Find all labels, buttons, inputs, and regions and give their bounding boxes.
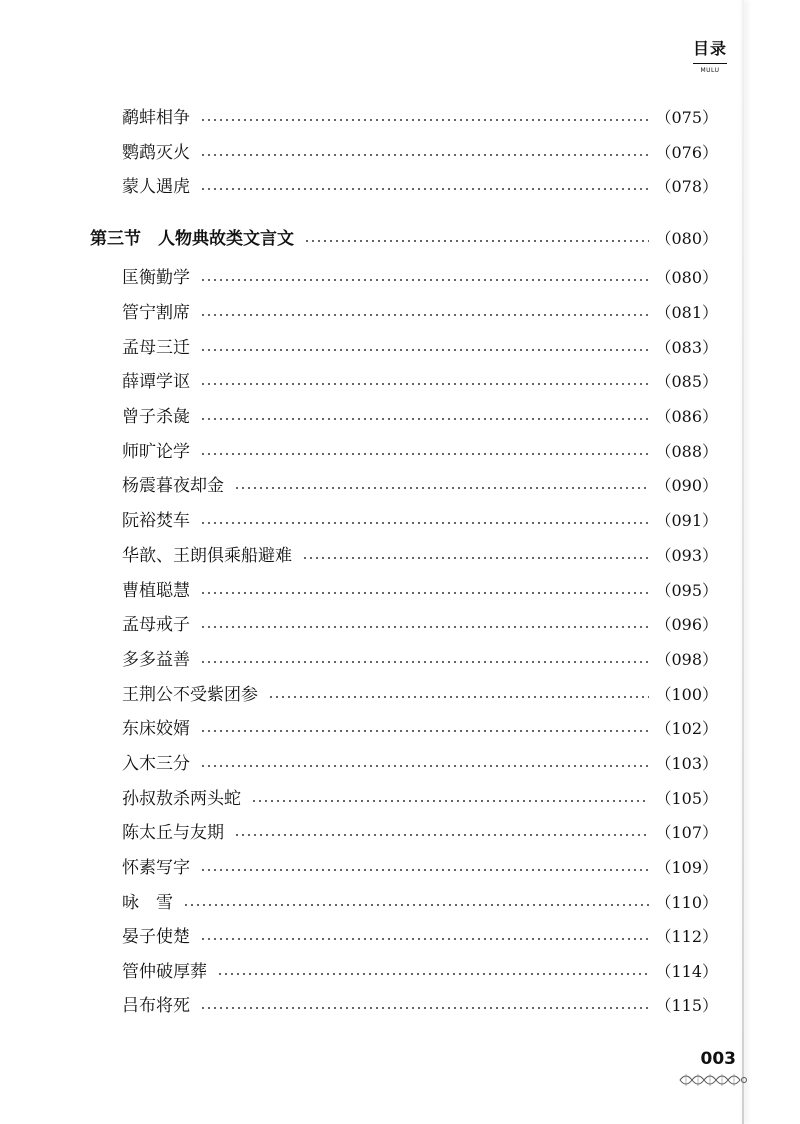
toc-entry-title: 东床姣婿 — [122, 719, 190, 739]
toc-entry-row[interactable] — [0, 298, 800, 328]
toc-page-number: （080） — [655, 268, 718, 287]
toc-entry-title: 入木三分 — [122, 754, 190, 774]
toc-section-row[interactable] — [0, 224, 800, 254]
toc-entry-row[interactable] — [0, 506, 800, 536]
toc-entry-row[interactable] — [0, 645, 800, 675]
toc-entry-title: 鹦鹉灭火 — [122, 143, 190, 163]
toc-leader-dots — [200, 626, 649, 628]
toc-page-number: （086） — [655, 407, 718, 426]
toc-page-number: （078） — [655, 177, 718, 196]
toc-entry-row[interactable] — [0, 402, 800, 432]
toc-page-number: （107） — [655, 823, 718, 842]
toc-page-number: （115） — [655, 996, 718, 1015]
toc-page-number: （102） — [655, 719, 718, 738]
page-number: 003 — [700, 1049, 736, 1069]
toc-entry-row[interactable] — [0, 333, 800, 363]
toc-entry-row[interactable] — [0, 367, 800, 397]
toc-entry-title: 咏 雪 — [122, 893, 173, 913]
toc-entry-row[interactable] — [0, 471, 800, 501]
toc-leader-dots — [200, 522, 649, 524]
toc-page-number: （105） — [655, 789, 718, 808]
toc-entry-title: 王荆公不受紫团参 — [122, 685, 258, 705]
toc-entry-title: 蒙人遇虎 — [122, 177, 190, 197]
toc-page-number: （075） — [655, 108, 718, 127]
toc-entry-row[interactable] — [0, 263, 800, 293]
toc-page-number: （100） — [655, 685, 718, 704]
toc-entry-title: 怀素写字 — [122, 858, 190, 878]
toc-entry-row[interactable] — [0, 957, 800, 987]
toc-page-number: （096） — [655, 615, 718, 634]
toc-page-number: （090） — [655, 476, 718, 495]
toc-page-number: （110） — [655, 893, 718, 912]
toc-page-number: （081） — [655, 303, 718, 322]
header-subtitle: MULU — [700, 67, 720, 74]
toc-leader-dots — [200, 453, 649, 455]
toc-page-number: （091） — [655, 511, 718, 530]
toc-entry-row[interactable] — [0, 888, 800, 918]
toc-entry-row[interactable] — [0, 714, 800, 744]
decorative-knot-icon — [678, 1070, 748, 1090]
toc-entry-row[interactable] — [0, 991, 800, 1021]
toc-leader-dots — [200, 119, 649, 121]
toc-leader-dots — [200, 1007, 649, 1009]
toc-entry-title: 曾子杀彘 — [122, 407, 190, 427]
toc-page-number: （088） — [655, 442, 718, 461]
toc-leader-dots — [304, 240, 649, 242]
toc-leader-dots — [200, 730, 649, 732]
toc-leader-dots — [234, 487, 649, 489]
toc-page-number: （095） — [655, 581, 718, 600]
toc-entry-row[interactable] — [0, 138, 800, 168]
toc-leader-dots — [200, 154, 649, 156]
toc-entry-row[interactable] — [0, 541, 800, 571]
toc-entry-title: 师旷论学 — [122, 442, 190, 462]
toc-leader-dots — [217, 973, 649, 975]
toc-entry-title: 阮裕焚车 — [122, 511, 190, 531]
toc-entry-title: 匡衡勤学 — [122, 268, 190, 288]
toc-leader-dots — [200, 383, 649, 385]
toc-leader-dots — [234, 834, 649, 836]
toc-entry-row[interactable] — [0, 103, 800, 133]
toc-entry-row[interactable] — [0, 853, 800, 883]
toc-entry-row[interactable] — [0, 818, 800, 848]
toc-leader-dots — [183, 904, 649, 906]
toc-page-number: （093） — [655, 546, 718, 565]
toc-leader-dots — [200, 314, 649, 316]
toc-leader-dots — [251, 800, 649, 802]
header-title: 目录 — [692, 39, 727, 58]
toc-entry-row[interactable] — [0, 749, 800, 779]
toc-leader-dots — [200, 661, 649, 663]
toc-leader-dots — [268, 696, 649, 698]
toc-page-number: （080） — [655, 229, 718, 248]
toc-entry-row[interactable] — [0, 680, 800, 710]
toc-page-number: （114） — [655, 962, 718, 981]
toc-page-number: （083） — [655, 338, 718, 357]
toc-section-title: 第三节 人物典故类文言文 — [90, 229, 294, 249]
toc-leader-dots — [200, 279, 649, 281]
toc-leader-dots — [200, 869, 649, 871]
toc-leader-dots — [302, 557, 649, 559]
toc-entry-row[interactable] — [0, 172, 800, 202]
toc-page-number: （085） — [655, 372, 718, 391]
toc-page-number: （076） — [655, 143, 718, 162]
toc-entry-title: 吕布将死 — [122, 996, 190, 1016]
toc-entry-title: 多多益善 — [122, 650, 190, 670]
toc-leader-dots — [200, 592, 649, 594]
toc-entry-title: 管宁割席 — [122, 303, 190, 323]
toc-page-number: （098） — [655, 650, 718, 669]
toc-entry-title: 杨震暮夜却金 — [122, 476, 224, 496]
toc-page-number: （112） — [655, 927, 718, 946]
toc-entry-title: 陈太丘与友期 — [122, 823, 224, 843]
toc-entry-row[interactable] — [0, 922, 800, 952]
toc-entry-row[interactable] — [0, 576, 800, 606]
toc-entry-title: 薛谭学讴 — [122, 372, 190, 392]
toc-page-number: （103） — [655, 754, 718, 773]
toc-entry-row[interactable] — [0, 784, 800, 814]
toc-leader-dots — [200, 349, 649, 351]
toc-entry-title: 华歆、王朗俱乘船避难 — [122, 546, 292, 566]
toc-leader-dots — [200, 188, 649, 190]
toc-entry-row[interactable] — [0, 610, 800, 640]
toc-entry-title: 孟母戒子 — [122, 615, 190, 635]
toc-entry-title: 管仲破厚葬 — [122, 962, 207, 982]
toc-entry-title: 孙叔敖杀两头蛇 — [122, 789, 241, 809]
toc-leader-dots — [200, 418, 649, 420]
toc-leader-dots — [200, 938, 649, 940]
toc-entry-title: 晏子使楚 — [122, 927, 190, 947]
toc-entry-title: 曹植聪慧 — [122, 581, 190, 601]
toc-leader-dots — [200, 765, 649, 767]
toc-entry-row[interactable] — [0, 437, 800, 467]
toc-entry-title: 鹬蚌相争 — [122, 108, 190, 128]
toc-page-number: （109） — [655, 858, 718, 877]
toc-entry-title: 孟母三迁 — [122, 338, 190, 358]
